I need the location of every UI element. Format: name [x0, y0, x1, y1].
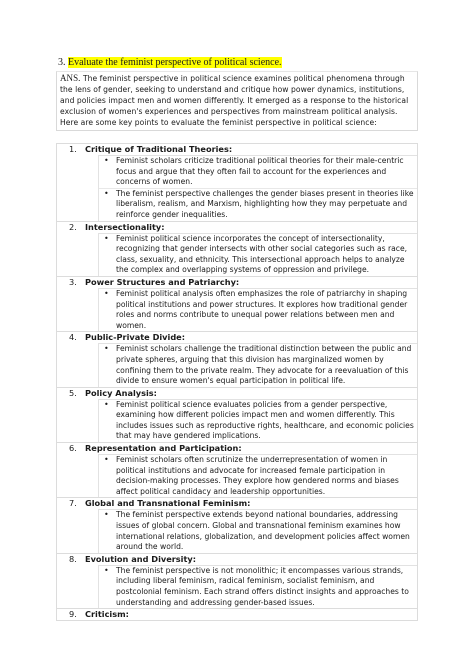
list-item [56, 276, 418, 331]
list-item [56, 442, 418, 497]
bullet-text: The feminist perspective is not monolithic; it encompasses various strands, including liberal feminism, radical feminism, socialist feminism, and postcolonial feminism. Each strand offers distinct insights and approaches to understanding and addressing gender-based issues. [116, 565, 409, 607]
bullet-list [98, 343, 417, 386]
list-item [56, 221, 418, 276]
bullet-icon: • [104, 233, 109, 243]
point-title: Critique of Traditional Theories: [85, 144, 233, 154]
bullet-icon: • [104, 188, 109, 198]
point-number: 2. [69, 221, 77, 232]
point-title: Intersectionality: [85, 221, 165, 232]
point-heading [57, 277, 417, 288]
list-item [56, 497, 418, 552]
point-title: Global and Transnational Feminism: [85, 498, 251, 509]
list-item [56, 143, 418, 221]
bullet-item [99, 289, 417, 331]
bullet-text: Feminist political analysis often emphasizes the role of patriarchy in shaping political institutions and power structures. It explores how traditional gender roles and norms contribute to unequal power relations between men and women. [116, 288, 408, 330]
point-heading [57, 144, 417, 155]
question-number: 3. [58, 57, 66, 68]
bullet-icon: • [104, 399, 109, 409]
bullet-item [99, 189, 417, 221]
bullet-icon: • [104, 156, 109, 165]
question-heading [58, 57, 282, 69]
bullet-list [98, 155, 417, 221]
bullet-item [99, 510, 417, 552]
answer-intro-text: The feminist perspective in political science examines political phenomena through the lens of gender, seeking to understand and critique how power dynamics, institutions, and policies impact men and women differently. It emerged as a response to the historical exclusion of women's experiences and perspectives from mainstream political analysis. Here are some key points to evaluate the feminist perspective in political science: [60, 74, 409, 128]
point-title: Policy Analysis: [85, 387, 157, 398]
point-number: 9. [69, 609, 77, 620]
point-title: Criticism: [85, 609, 129, 620]
point-number: 6. [69, 443, 77, 454]
point-number: 8. [69, 553, 77, 564]
list-item [56, 553, 418, 608]
bullet-text: Feminist political science incorporates the concept of intersectionality, recognizing that gender intersects with other social categories such as race, class, sexuality, and ethnicity. This intersectional approach helps to analyze the complex and overlapping systems of oppression and privilege. [116, 233, 408, 275]
bullet-item [99, 400, 417, 442]
point-number: 4. [69, 332, 77, 343]
bullet-item [99, 455, 417, 497]
point-title: Evolution and Diversity: [85, 553, 197, 564]
bullet-text: The feminist perspective extends beyond national boundaries, addressing issues of global concern. Global and transnational feminism examines how international relations, globalization, and development policies affect women around the world. [116, 510, 410, 552]
point-title: Representation and Participation: [85, 443, 242, 454]
list-item [56, 331, 418, 386]
answer-intro-box [56, 71, 418, 131]
bullet-icon: • [104, 288, 109, 298]
bullet-list [98, 399, 417, 442]
bullet-icon: • [104, 344, 109, 354]
point-heading [57, 498, 417, 509]
point-heading [57, 332, 417, 343]
bullet-list [98, 288, 417, 331]
bullet-list [98, 565, 417, 608]
point-title: Public-Private Divide: [85, 332, 186, 343]
bullet-list [98, 454, 417, 497]
answer-intro [60, 73, 417, 128]
bullet-list [98, 233, 417, 276]
point-title: Power Structures and Patriarchy: [85, 276, 240, 287]
bullet-text: Feminist scholars often scrutinize the underrepresentation of women in political institutions and advocate for increased female participation in decision-making processes. They explore how gendered norms and biases affect political candidacy and leadership opportunities. [116, 455, 399, 496]
bullet-item [99, 156, 417, 189]
answer-label: ANS. [60, 73, 81, 83]
bullet-icon: • [104, 565, 109, 575]
bullet-icon: • [104, 455, 109, 465]
question-text: Evaluate the feminist perspective of political science. [68, 57, 282, 68]
point-heading [57, 388, 417, 399]
point-number: 7. [69, 498, 77, 509]
point-heading [57, 554, 417, 565]
list-item [56, 387, 418, 442]
point-heading [57, 443, 417, 454]
bullet-text: The feminist perspective challenges the gender biases present in theories like liberalism, realism, and Marxism, highlighting how they may perpetuate and reinforce gender inequalities. [116, 188, 414, 219]
bullet-item [99, 566, 417, 608]
bullet-text: Feminist scholars criticize traditional political theories for their male-centric focus and argue that they often fail to account for the experiences and concerns of women. [116, 156, 404, 187]
key-points-list [56, 143, 418, 621]
bullet-list [98, 509, 417, 552]
bullet-text: Feminist scholars challenge the traditional distinction between the public and private spheres, arguing that this division has marginalized women by confining them to the private realm. They advocate for a reevaluation of this divide to ensure women's equal participation in political life. [116, 344, 412, 386]
bullet-text: Feminist political science evaluates policies from a gender perspective, examining how different policies impact men and women differently. This includes issues such as reproductive rights, healthcare, and economic policies that may have gendered implications. [116, 399, 414, 441]
point-heading [57, 609, 417, 620]
bullet-icon: • [104, 510, 109, 520]
list-item [56, 608, 418, 621]
point-number: 5. [69, 387, 77, 398]
point-number: 1. [69, 144, 77, 154]
point-heading [57, 222, 417, 233]
bullet-item [99, 234, 417, 276]
bullet-item [99, 344, 417, 386]
point-number: 3. [69, 276, 77, 287]
